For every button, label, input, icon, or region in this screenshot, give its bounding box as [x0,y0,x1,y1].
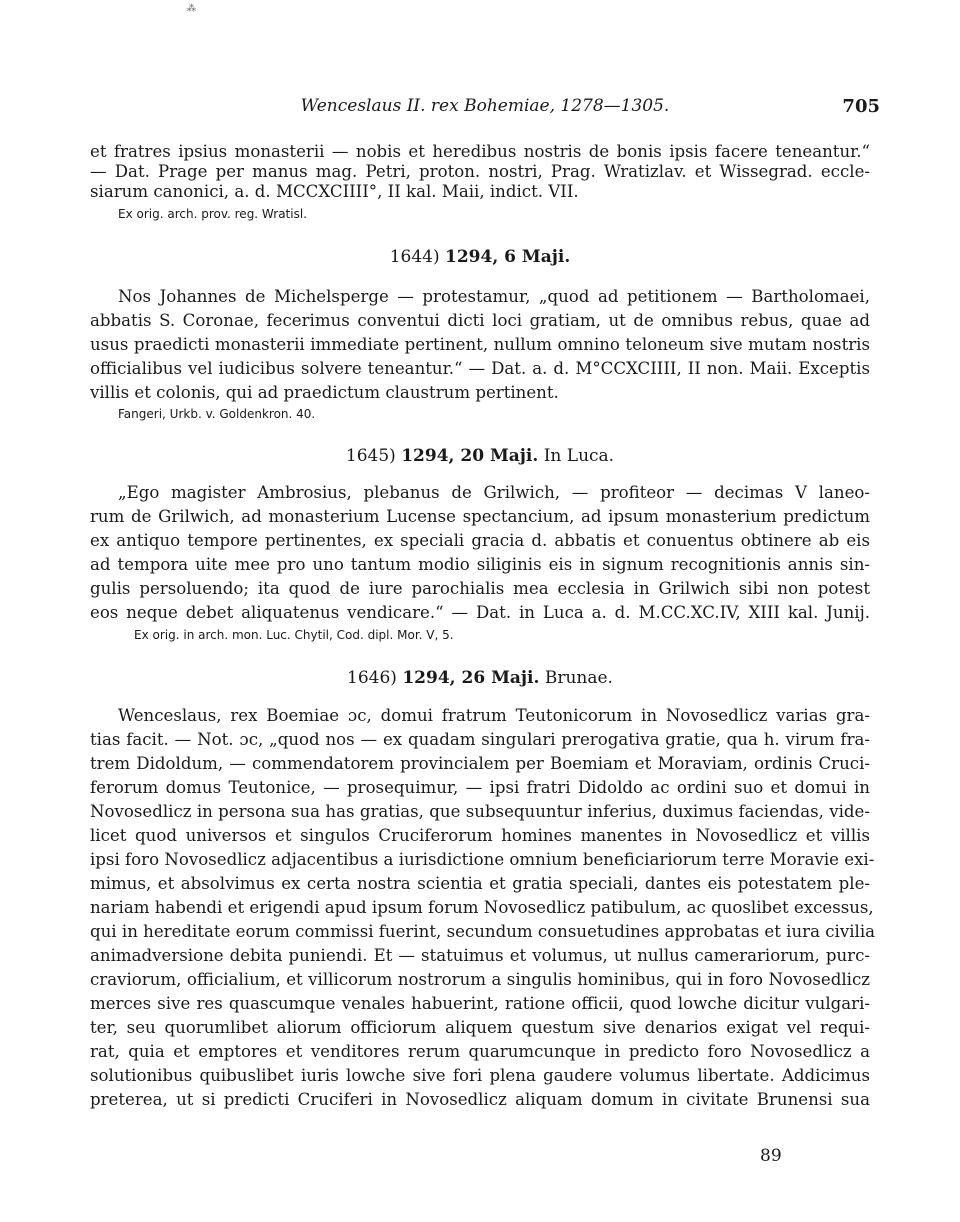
body-line: et fratres ipsius monasterii — nobis et heredibus nostris de bonis ipsis facere teneantur.“ [90,142,870,161]
body-line: solutionibus quibuslibet iuris lowche sive fori plena gaudere volumus libertate. Addicimus [90,1066,870,1085]
body-line: preterea, ut si predicti Cruciferi in Novosedlicz aliquam domum in civitate Brunensi sua [90,1090,870,1109]
body-line: qui in hereditate eorum commissi fuerint, secundum consuetudines approbatas et iura civilia [90,922,876,941]
body-line: tias facit. — Not. ɔc, „quod nos — ex quadam singulari prerogativa gratie, qua h. virum fra- [90,730,870,749]
body-line: nariam habendi et erigendi apud ipsum forum Novosedlicz patibulum, ac quoslibet excessus, [90,898,874,917]
body-line: siarum canonici, a. d. MCCXCIIII°, II kal. Maii, indict. VII. [90,182,579,201]
entry-heading [0,247,960,267]
page-header [90,96,880,122]
body-line: abbatis S. Coronae, fecerimus conventui dicti loci gratiam, ut de omnibus rebus, quae ad [90,311,870,330]
body-line: Novosedlicz in persona sua has gratias, que subsequuntur inferius, duximus faciendas, vide- [90,802,870,821]
entry-number: 1645) [345,446,396,466]
body-line: craviorum, officialium, et villicorum nostrorum a singulis hominibus, qui in foro Novosedlicz [90,970,870,989]
body-line: Nos Johannes de Michelsperge — protestamur, „quod ad petitionem — Bartholomaei, [118,287,870,306]
entry-number: 1644) [389,247,440,267]
entry-date: 1294, 26 Maji. [402,668,540,688]
source-citation: Ex orig. in arch. mon. Luc. Chytil, Cod. dipl. Mor. V, 5. [134,628,454,642]
body-line: rat, quia et emptores et venditores rerum quarumcunque in predicto foro Novosedlicz a [90,1042,870,1061]
body-line: „Ego magister Ambrosius, plebanus de Grilwich, — profiteor — decimas V laneo- [118,483,870,502]
page-number: 705 [842,96,880,117]
body-line: mimus, et absolvimus ex certa nostra scientia et gratia speciali, dantes eis potestatem ple- [90,874,870,893]
source-citation: Ex orig. arch. prov. reg. Wratisl. [118,207,307,221]
body-line: ad tempora uite mee pro uno tantum modio siliginis eis in signum recognitionis annis sin- [90,555,870,574]
body-line: rum de Grilwich, ad monasterium Lucense spectancium, ad ipsum monasterium predictum [90,507,870,526]
entry-date: 1294, 20 Maji. [401,446,539,466]
body-line: villis et colonis, qui ad praedictum claustrum pertinent. [90,383,559,402]
body-line: Wenceslaus, rex Boemiae ɔc, domui fratrum Teutonicorum in Novosedlicz varias gra- [118,706,870,725]
body-line: eos neque debet aliquatenus vendicare.“ — Dat. in Luca a. d. M.CC.XC.IV, XIII kal. Junij. [90,603,870,622]
body-line: ferorum domus Teutonice, — prosequimur, — ipsi fratri Didoldo ac ordini suo et domui in [90,778,870,797]
entry-place: Brunae. [544,668,613,688]
signature-mark: 89 [760,1146,782,1166]
body-line: ipsi foro Novosedlicz adjacentibus a iurisdictione omnium beneficiariorum terre Moravie exi- [90,850,875,869]
body-line: licet quod universos et singulos Cruciferorum homines manentes in Novosedlicz et villis [90,826,870,845]
body-line: usus praedicti monasterii immediate pertinent, nullum omnino teloneum sive mutam nostris [90,335,870,354]
body-line: trem Didoldum, — commendatorem provincialem per Boemiam et Moraviam, ordinis Cruci- [90,754,870,773]
running-title: Wenceslaus II. rex Bohemiae, 1278—1305. [300,96,670,116]
body-line: animadversione debita puniendi. Et — statuimus et volumus, ut nullus camerariorum, purc- [90,946,870,965]
print-speck: ⁂ [187,4,196,14]
body-line: ex antiquo tempore pertinentes, ex speciali gracia d. abbatis et conuentus obtinere ab eis [90,531,870,550]
source-citation: Fangeri, Urkb. v. Goldenkron. 40. [118,407,316,421]
body-line: — Dat. Prage per manus mag. Petri, proton. nostri, Prag. Wratizlav. et Wissegrad. eccle- [90,162,870,181]
entry-heading [0,668,960,688]
body-line: merces sive res quascumque venales habuerint, ratione officii, quod lowche dicitur vulgari- [90,994,870,1013]
body-line: gulis persoluendo; ita quod de iure parochialis mea ecclesia in Grilwich sibi non potest [90,579,870,598]
entry-number: 1646) [347,668,397,688]
body-line: officialibus vel iudicibus solvere teneantur.“ — Dat. a. d. M°CCXCIIII, II non. Maii. Exceptis [90,359,870,378]
body-line: ter, seu quorumlibet aliorum officiorum aliquem questum sive denarios exigat vel requi- [90,1018,870,1037]
entry-place: In Luca. [543,446,615,466]
entry-date: 1294, 6 Maji. [445,247,571,267]
entry-heading [0,446,960,466]
